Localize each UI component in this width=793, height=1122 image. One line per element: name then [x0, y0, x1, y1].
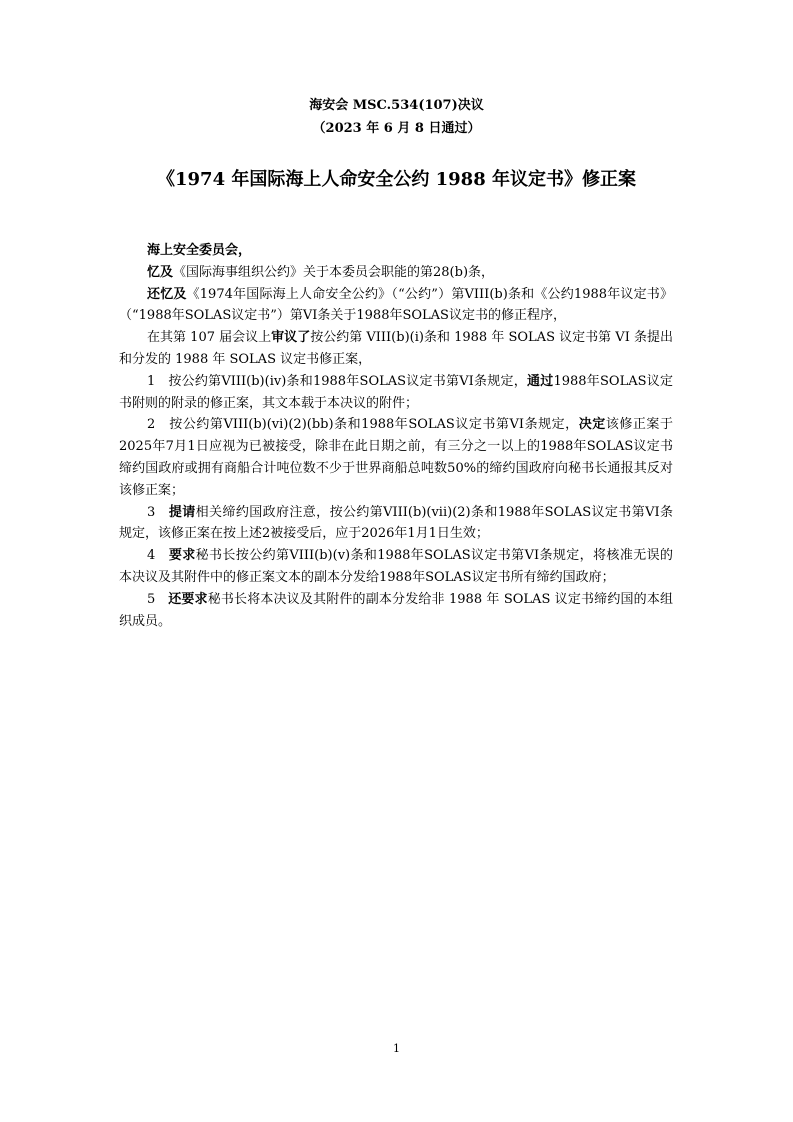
operative-paragraph-2: [119, 414, 673, 501]
resolution-number: 海安会 MSC.534(107)决议: [309, 98, 484, 113]
paragraph-keyword: 通过: [526, 373, 554, 389]
preamble-recalling: [119, 262, 673, 284]
paragraph-keyword: 决定: [578, 417, 606, 433]
considered-text: 按公约第 VIII(b)(i)条和 1988 年 SOLAS 议定书第 VI 条提出和分发的 1988 年 SOLAS 议定书修正案，: [119, 330, 673, 367]
recalling-keyword: 忆及: [147, 264, 174, 280]
operative-paragraph-3: [119, 502, 673, 546]
paragraph-text: 该修正案于2025年7月1日应视为已被接受，除非在此日期之前，有三分之一以上的1988年SOLAS议定书缔约国政府或拥有商船合计吨位数不少于世界商船总吨数50%的缔约国政府向秘书长通报其反对该修正案；: [119, 417, 673, 498]
paragraph-prefix: 按公约第VIII(b)(iv)条和1988年SOLAS议定书第VI条规定，: [168, 373, 527, 389]
preamble-committee: [119, 240, 673, 262]
paragraph-text: 秘书长按公约第VIII(b)(v)条和1988年SOLAS议定书第VI条规定，将核准无误的本决议及其附件中的修正案文本的副本分发给1988年SOLAS议定书所有缔约国政府；: [119, 548, 673, 585]
considered-prefix: 在其第 107 届会议上: [147, 330, 272, 346]
further-recalling-text: 《1974年国际海上人命安全公约》（“公约”）第VIII(b)条和《公约1988年议定书》（“1988年SOLAS议定书”）第VI条关于1988年SOLAS议定书的修正程序，: [119, 286, 673, 324]
preamble-further-recalling: [119, 284, 673, 328]
recalling-text: 《国际海事组织公约》关于本委员会职能的第28(b)条，: [173, 264, 495, 280]
adoption-date: （2023 年 6 月 8 日通过）: [312, 121, 481, 136]
paragraph-text: 秘书长将本决议及其附件的副本分发给非 1988 年 SOLAS 议定书缔约国的本组织成员。: [119, 591, 673, 629]
paragraph-prefix: 按公约第VIII(b)(vi)(2)(bb)条和1988年SOLAS议定书第VI条规定，: [169, 417, 579, 433]
paragraph-number: 2: [147, 417, 156, 433]
preamble-considered: [119, 327, 673, 371]
paragraph-keyword: 还要求: [168, 591, 208, 607]
operative-paragraph-5: [119, 589, 673, 633]
paragraph-number: 5: [147, 591, 156, 607]
resolution-body: [119, 240, 673, 632]
operative-paragraph-1: [119, 371, 673, 415]
considered-keyword: 审议了: [271, 330, 311, 346]
paragraph-number: 1: [147, 373, 156, 389]
document-title: 《1974 年国际海上人命安全公约 1988 年议定书》修正案: [157, 169, 636, 190]
paragraph-keyword: 提请: [168, 504, 196, 520]
paragraph-text: 1988年SOLAS议定书附则的附录的修正案，其文本载于本决议的附件；: [119, 373, 673, 411]
paragraph-number: 4: [147, 548, 156, 564]
page-number: 1: [393, 1042, 400, 1055]
paragraph-text: 相关缔约国政府注意，按公约第VIII(b)(vii)(2)条和1988年SOLAS议定书第VI条规定，该修正案在按上述2被接受后，应于2026年1月1日生效；: [119, 504, 673, 542]
committee-name: 海上安全委员会，: [147, 243, 252, 258]
further-recalling-keyword: 还忆及: [147, 286, 187, 302]
operative-paragraph-4: [119, 545, 673, 589]
paragraph-keyword: 要求: [168, 548, 196, 564]
paragraph-number: 3: [147, 504, 156, 520]
